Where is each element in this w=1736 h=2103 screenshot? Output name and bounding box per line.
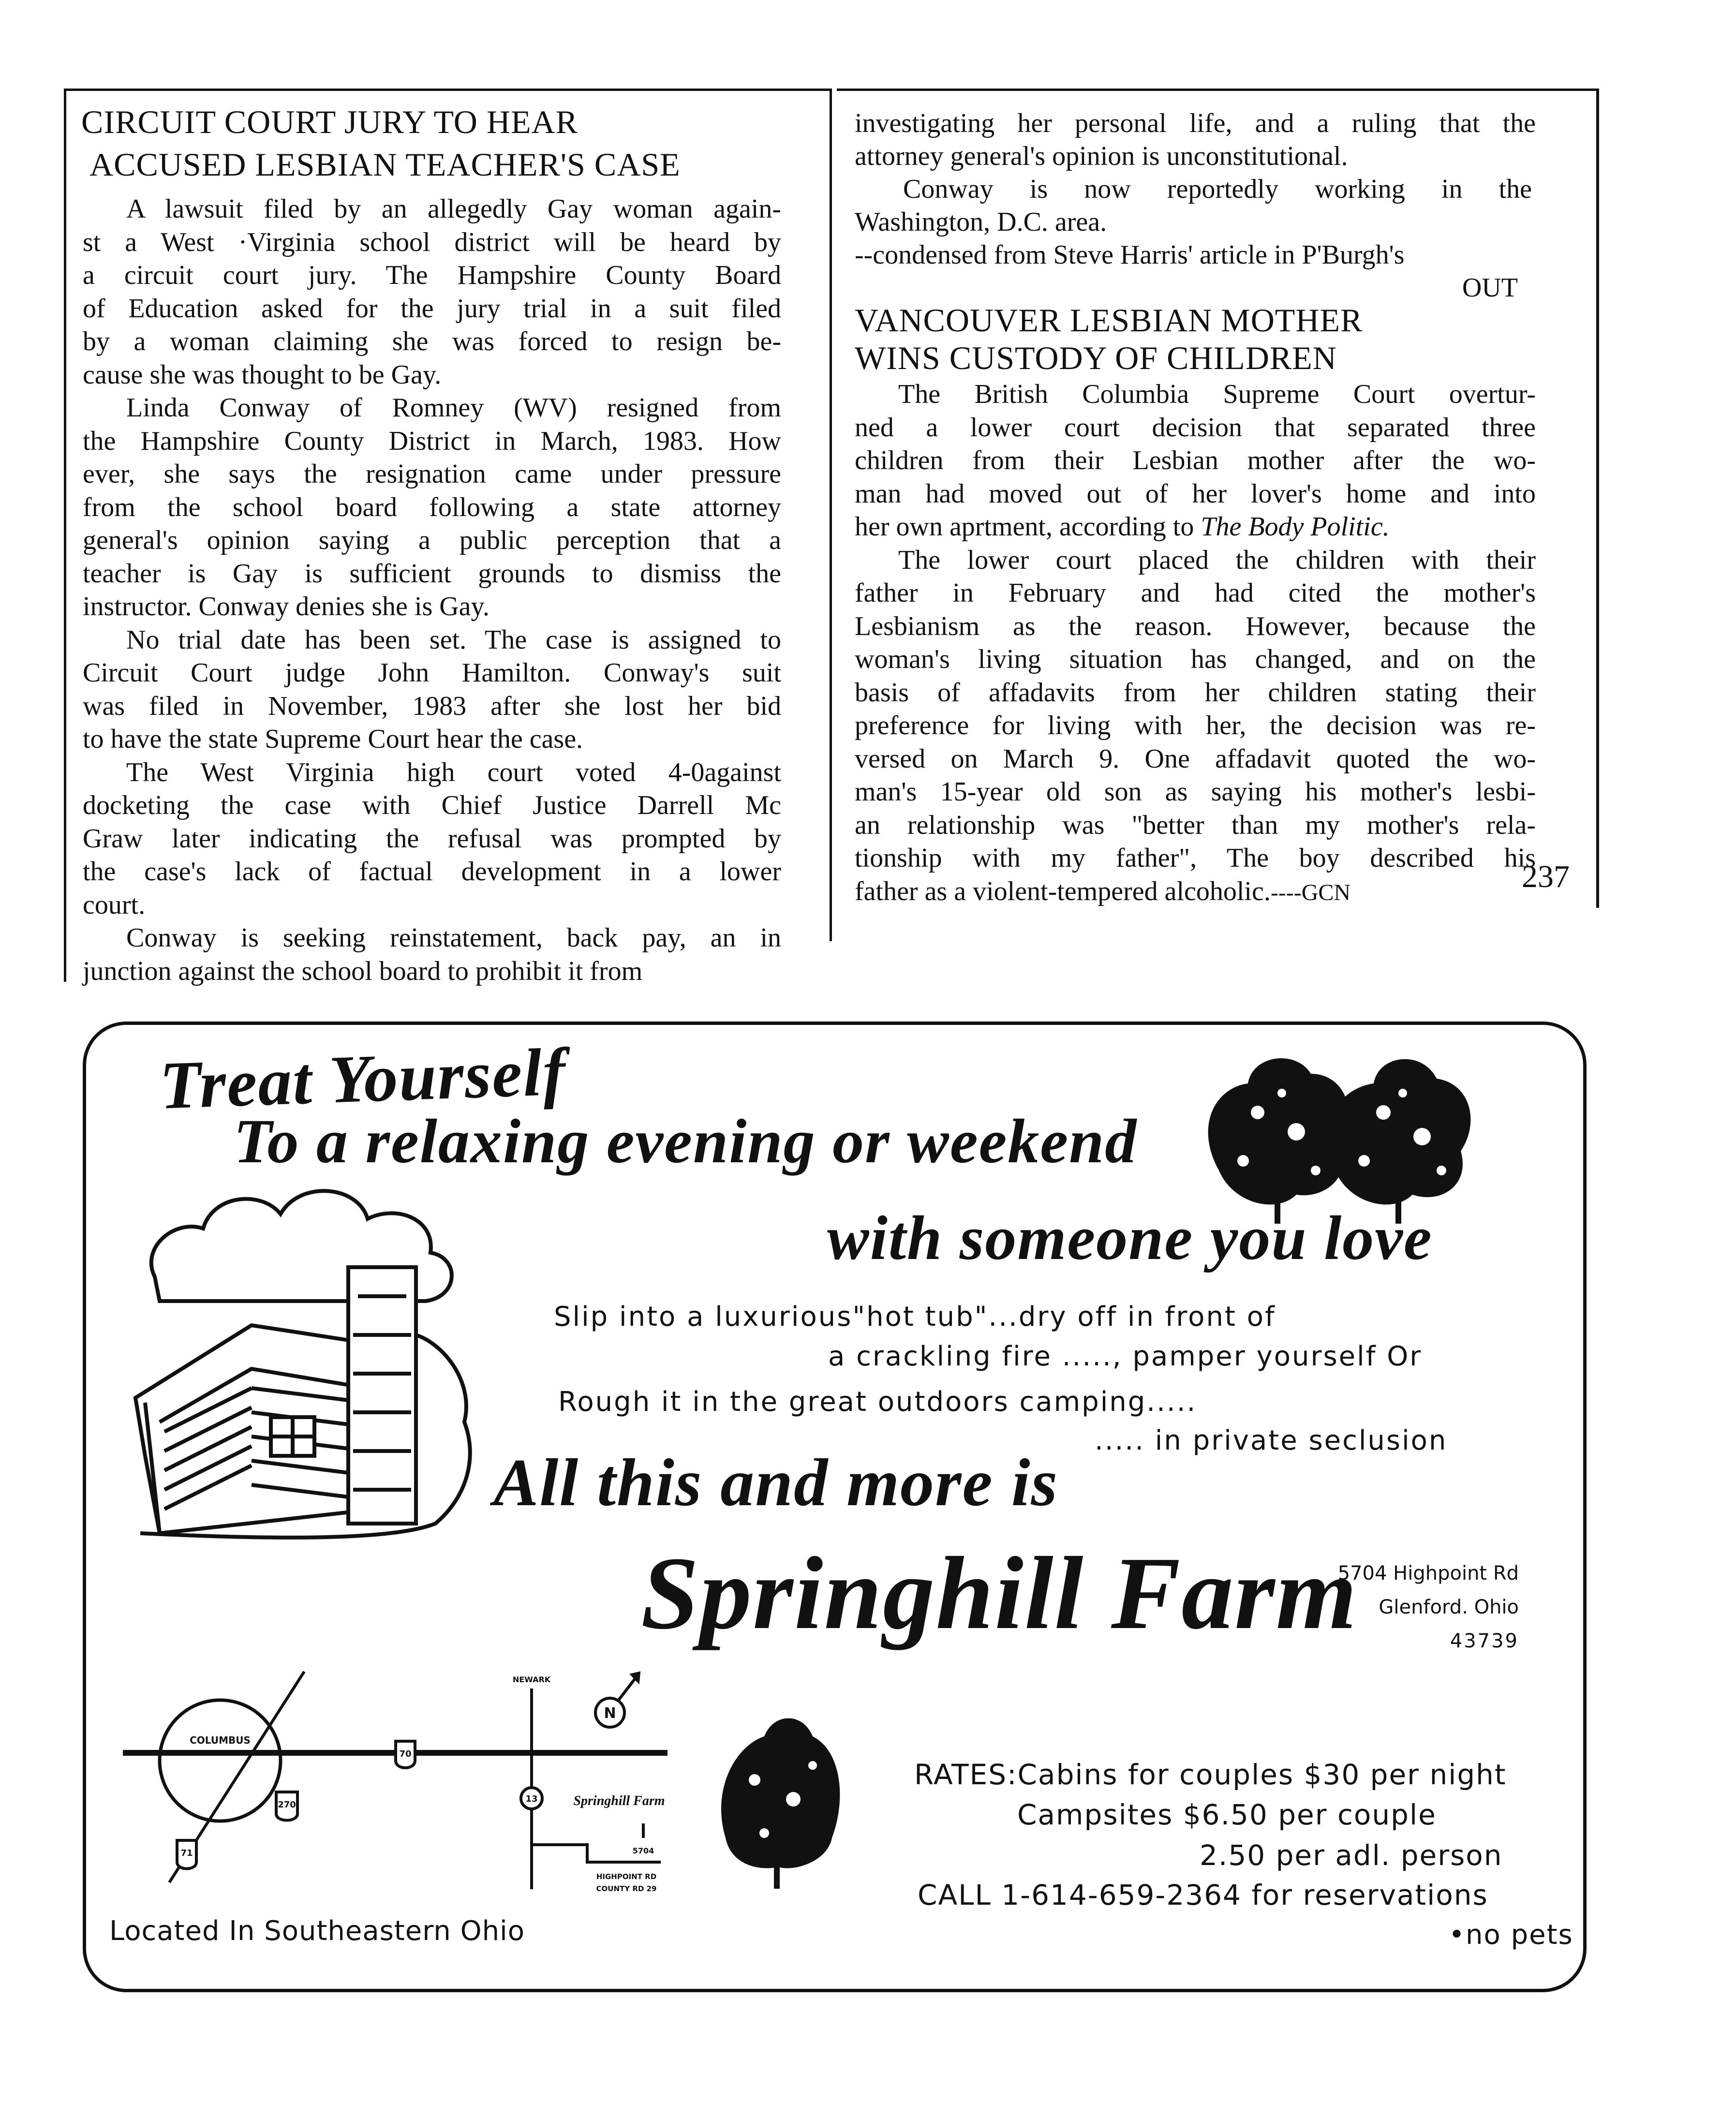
text-line: from the school board following a state attorney	[83, 492, 781, 522]
text-line: the Hampshire County District in March, 1983. How	[83, 426, 781, 456]
map-label-city: COLUMBUS	[190, 1734, 251, 1746]
text-line: versed on March 9. One affadavit quoted the wo-	[855, 743, 1536, 774]
map-route-70-label: 70	[399, 1749, 412, 1759]
text-line: father as a violent-tempered alcoholic.----GCN	[855, 876, 1351, 906]
text-line: man's 15-year old son as saying his mother's lesbi-	[855, 777, 1536, 807]
text-line: junction against the school board to prohibit it from	[83, 956, 643, 986]
map-farm-number: 5704	[632, 1846, 654, 1855]
text-line: ever, she says the resignation came under pressure	[83, 459, 781, 489]
ad-headline-someone: with someone you love	[827, 1203, 1433, 1273]
ad-copy-line2: a crackling fire ....., pamper yourself Or	[828, 1341, 1423, 1372]
text-line: ned a lower court decision that separated three	[855, 412, 1536, 443]
map-road-county: COUNTY RD 29	[596, 1884, 657, 1893]
text-line: an relationship was "better than my mother's rela-	[855, 810, 1536, 840]
text-line: Washington, D.C. area.	[855, 207, 1107, 237]
map-route-13-label: 13	[525, 1794, 538, 1804]
ad-copy-line1: Slip into a luxurious"hot tub"...dry off in front of	[554, 1301, 1276, 1333]
text-line: Graw later indicating the refusal was prompted by	[83, 823, 781, 854]
page-number: 237	[1522, 859, 1570, 894]
ad-farm-name: Springhill Farm	[641, 1535, 1358, 1651]
tree-illustration	[721, 1718, 840, 1889]
text-line: to have the state Supreme Court hear the case.	[83, 724, 583, 754]
text-line: man had moved out of her lover's home and into	[855, 478, 1536, 509]
tree-illustration	[1328, 1059, 1471, 1224]
text-line: general's opinion saying a public perception that a	[83, 525, 781, 555]
ad-address-zip: 43739	[1450, 1630, 1519, 1652]
text-line: was filed in November, 1983 after she lost her bid	[83, 691, 781, 721]
ad-tagline: All this and more is	[493, 1445, 1059, 1520]
article1-headline-line2: ACCUSED LESBIAN TEACHER'S CASE	[89, 146, 681, 183]
text-line: Linda Conway of Romney (WV) resigned from	[126, 393, 781, 423]
map-route-270-label: 270	[278, 1800, 296, 1810]
text-line: cause she was thought to be Gay.	[83, 359, 442, 390]
text-line: st a West ·Virginia school district will be heard by	[83, 227, 781, 257]
text-line: Circuit Court judge John Hamilton. Conway's suit	[83, 658, 781, 688]
ad-address-street: 5704 Highpoint Rd	[1337, 1562, 1519, 1585]
text-line: basis of affadavits from her children stating their	[855, 677, 1536, 708]
text-line: docketing the case with Chief Justice Darrell Mc	[83, 790, 781, 820]
text-line: The lower court placed the children with their	[898, 545, 1536, 575]
publication-name: The Body Politic.	[1201, 512, 1390, 542]
text-line: tionship with my father", The boy described his	[855, 843, 1536, 873]
article1-headline-line1: CIRCUIT COURT JURY TO HEAR	[81, 104, 578, 140]
text-line: No trial date has been set. The case is assigned to	[126, 624, 781, 655]
text-line: Conway is seeking reinstatement, back pay, an in	[126, 923, 781, 953]
ad-copy-line4: ..... in private seclusion	[1095, 1425, 1448, 1456]
text-line: preference for living with her, the decision was re-	[855, 711, 1536, 740]
compass-n-label: N	[604, 1705, 616, 1722]
text-line: a circuit court jury. The Hampshire County Board	[83, 260, 781, 290]
ad-headline-relaxing: To a relaxing evening or weekend	[234, 1107, 1138, 1176]
article2-credit: ----GCN	[1270, 879, 1351, 905]
text-line: The British Columbia Supreme Court overtur-	[898, 379, 1536, 409]
map-route-71-label: 71	[180, 1848, 193, 1858]
ad-copy-line3: Rough it in the great outdoors camping.....	[558, 1386, 1197, 1418]
article2-headline-line1: VANCOUVER LESBIAN MOTHER	[855, 302, 1363, 339]
text-line: instructor. Conway denies she is Gay.	[83, 592, 490, 622]
location-map	[123, 1672, 668, 1889]
text-line: the case's lack of factual development in a lower	[83, 857, 781, 887]
text-line: woman's living situation has changed, and on the	[855, 644, 1536, 674]
text-line: by a woman claiming she was forced to resign be-	[83, 326, 781, 356]
ad-location: Located In Southeastern Ohio	[109, 1915, 525, 1947]
text-line: Lesbianism as the reason. However, because the	[855, 611, 1536, 641]
article1-credit: --condensed from Steve Harris' article in P'Burgh's	[855, 240, 1405, 270]
map-label-town: NEWARK	[512, 1675, 551, 1684]
text-line: A lawsuit filed by an allegedly Gay woman again-	[126, 194, 781, 224]
tree-illustration	[1208, 1058, 1349, 1224]
text-line: The West Virginia high court voted 4-0against	[126, 757, 781, 787]
text-line: father in February and had cited the mother's	[855, 578, 1536, 608]
text-line: her own aprtment, according to The Body Politic.	[855, 512, 1390, 542]
text-line: teacher is Gay is sufficient grounds to dismiss the	[83, 558, 781, 589]
ad-address-city: Glenford. Ohio	[1379, 1596, 1519, 1618]
ad-call-reservations: CALL 1-614-659-2364 for reservations	[918, 1879, 1488, 1911]
ad-rates-cabins: RATES:Cabins for couples $30 per night	[914, 1758, 1507, 1791]
article1-credit-source: OUT	[1462, 273, 1518, 303]
log-cabin-illustration	[135, 1191, 470, 1538]
text-line: investigating her personal life, and a ruling that the	[855, 108, 1536, 138]
ad-rates-person: 2.50 per adl. person	[1200, 1839, 1503, 1872]
text-line: court.	[83, 889, 146, 920]
text-line: of Education asked for the jury trial in a suit filed	[83, 293, 781, 324]
text-line: children from their Lesbian mother after the wo-	[855, 445, 1536, 475]
ad-headline-treat-yourself: Treat Yourself	[158, 1034, 568, 1124]
map-farm-label: Springhill Farm	[573, 1793, 665, 1808]
ad-rates-campsites: Campsites $6.50 per couple	[1017, 1798, 1437, 1831]
text-line: attorney general's opinion is unconstitutional.	[855, 141, 1348, 171]
ad-no-pets: •no pets	[1449, 1919, 1573, 1951]
article2-headline-line2: WINS CUSTODY OF CHILDREN	[855, 340, 1337, 376]
map-road-highpoint: HIGHPOINT RD	[596, 1872, 657, 1881]
text-line: Conway is now reportedly working in the	[903, 174, 1532, 204]
